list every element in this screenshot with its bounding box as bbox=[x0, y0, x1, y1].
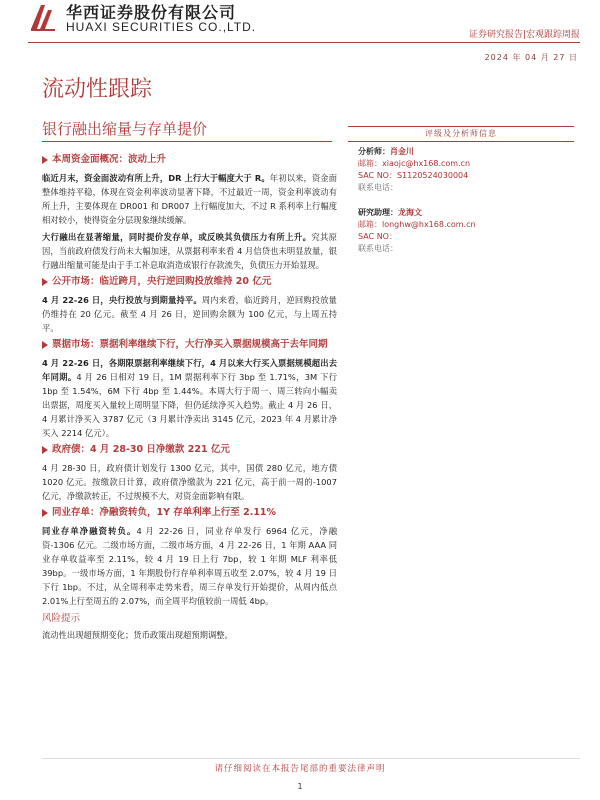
analyst-2-email[interactable]: 邮箱：longhw@hx168.com.cn bbox=[358, 220, 476, 229]
section-heading: 本周资金面概况：波动上升 bbox=[42, 153, 337, 167]
analyst-1-sac: SAC NO：S1120524030004 bbox=[358, 171, 469, 180]
analyst-1-block bbox=[358, 146, 470, 194]
report-date: 2024 年 04 月 27 日 bbox=[484, 53, 578, 62]
subtitle-underline bbox=[42, 141, 332, 142]
triangle-bullet-icon bbox=[42, 341, 48, 349]
footer-divider bbox=[42, 758, 580, 759]
report-title: 流动性跟踪 bbox=[42, 77, 153, 102]
analyst-2-phone: 联系电话： bbox=[358, 244, 398, 253]
company-name-cn: 华西证券股份有限公司 bbox=[66, 3, 237, 22]
section-paragraph: 同业存单净融资转负。4 月 22-26 日，同业存单发行 6964 亿元，净融资-1306 亿元。二级市场方面，二级市场方面，4 月 22-26 日，1 年期 AAA 同业存单收益率至 2.11%，较 4 月 19 日上行 7bp，较 1 年期 MLF 利率低 39bp。一级市场方面，1 年期股份行存单利率周五收至 2.07%，较 4 月 19 日下行 1bp。不过，从全周利率走势来看，周三存单发行开始提价，从周内低点 2.01%上行至周五的 2.07%，而全周平均值较前一周低 4bp。 bbox=[42, 526, 337, 606]
analyst-2-role: 研究助理： bbox=[358, 208, 398, 217]
analyst-1-role: 分析师： bbox=[358, 147, 390, 156]
section-paragraph: 4 月 28-30 日，政府债计划发行 1300 亿元，其中，国债 280 亿元，地方债 1020 亿元。按缴款日计算，政府债净缴款为 221 亿元，高于前一周的-1007 亿元，净缴款转正，不过规模不大，对资金面影响有限。 bbox=[42, 463, 337, 501]
header-divider bbox=[28, 42, 580, 43]
section-paragraph: 大行融出在显著缩量，同时提价发存单，或反映其负债压力有所上升。究其原因，当前政府债发行尚未大幅加速，从票据利率来看 4 月信贷也未明显放量，银行融出缩量可能是由于手工补息取消造成银行存款流失，负债压力开始显现。 bbox=[42, 232, 337, 270]
risk-heading: 风险提示 bbox=[42, 613, 81, 624]
section-paragraph: 临近月末，资金面波动有所上升，DR 上行大于幅度大于 R。年初以来，资金面整体维持平稳，体现在资金利率波动显著下降，不过最近一周，资金利率波动有所上升，主要体现在 DR001 和 DR007 上行幅度加大，不过 R 系利率上行幅度相对较小，使得资金分层现象继续缓解。 bbox=[42, 173, 337, 225]
analyst-2-name: 龙海文 bbox=[398, 208, 422, 217]
triangle-bullet-icon bbox=[42, 446, 48, 454]
triangle-bullet-icon bbox=[42, 278, 48, 286]
triangle-bullet-icon bbox=[42, 509, 48, 517]
analyst-1-phone: 联系电话： bbox=[358, 183, 398, 192]
triangle-bullet-icon bbox=[42, 156, 48, 164]
section-paragraph: 4 月 22-26 日，各期限票据利率继续下行，4 月以来大行买入票据规模超出去年同期。4 月 26 日相对 19 日，1M 票据利率下行 3bp 至 1.71%，3M 下行 1bp 至 1.54%，6M 下行 4bp 至 1.44%。本周大行于周一、周三转向小幅卖出票据，周度买入量较上周明显下降，但仍延续净买入趋势。截止 4 月 26 日，4 月累计净买入 3787 亿元（3 月累计净卖出 3145 亿元，2023 年 4 月累计净买入 2214 亿元）。 bbox=[42, 358, 337, 438]
analyst-2-block bbox=[358, 207, 476, 255]
section-paragraph: 4 月 22-26 日，央行投放与到期量持平。周内来看，临近跨月，逆回购投放量仍维持在 20 亿元。截至 4 月 26 日，逆回购余额为 100 亿元，与上周五持平。 bbox=[42, 295, 337, 333]
report-subtitle: 银行融出缩量与存单提价 bbox=[42, 120, 208, 138]
huaxi-logo-icon bbox=[28, 2, 58, 32]
analyst-1-email[interactable]: 邮箱：xiaojc@hx168.com.cn bbox=[358, 159, 471, 168]
analyst-1-name: 肖金川 bbox=[390, 147, 414, 156]
section-heading: 同业存单：净融资转负，1Y 存单利率上行至 2.11% bbox=[42, 506, 337, 520]
company-name-en: HUAXI SECURITIES CO.,LTD. bbox=[66, 20, 257, 34]
risk-text: 流动性出现超预期变化；货币政策出现超预期调整。 bbox=[42, 630, 233, 640]
main-content bbox=[42, 153, 337, 642]
page-number: 1 bbox=[297, 782, 303, 791]
section-heading: 政府债：4 月 28-30 日净缴款 221 亿元 bbox=[42, 443, 337, 457]
legal-disclaimer-link[interactable]: 请仔细阅读在本报告尾部的重要法律声明 bbox=[214, 764, 386, 774]
section-heading: 公开市场：临近跨月，央行逆回购投放维持 20 亿元 bbox=[42, 275, 337, 289]
report-type: 证券研究报告|宏观跟踪周报 bbox=[468, 30, 580, 40]
analyst-2-sac: SAC NO： bbox=[358, 232, 397, 241]
section-heading: 票据市场：票据利率继续下行，大行净买入票据规模高于去年同期 bbox=[42, 338, 337, 352]
analyst-box-heading: 评级及分析师信息 bbox=[348, 126, 574, 142]
